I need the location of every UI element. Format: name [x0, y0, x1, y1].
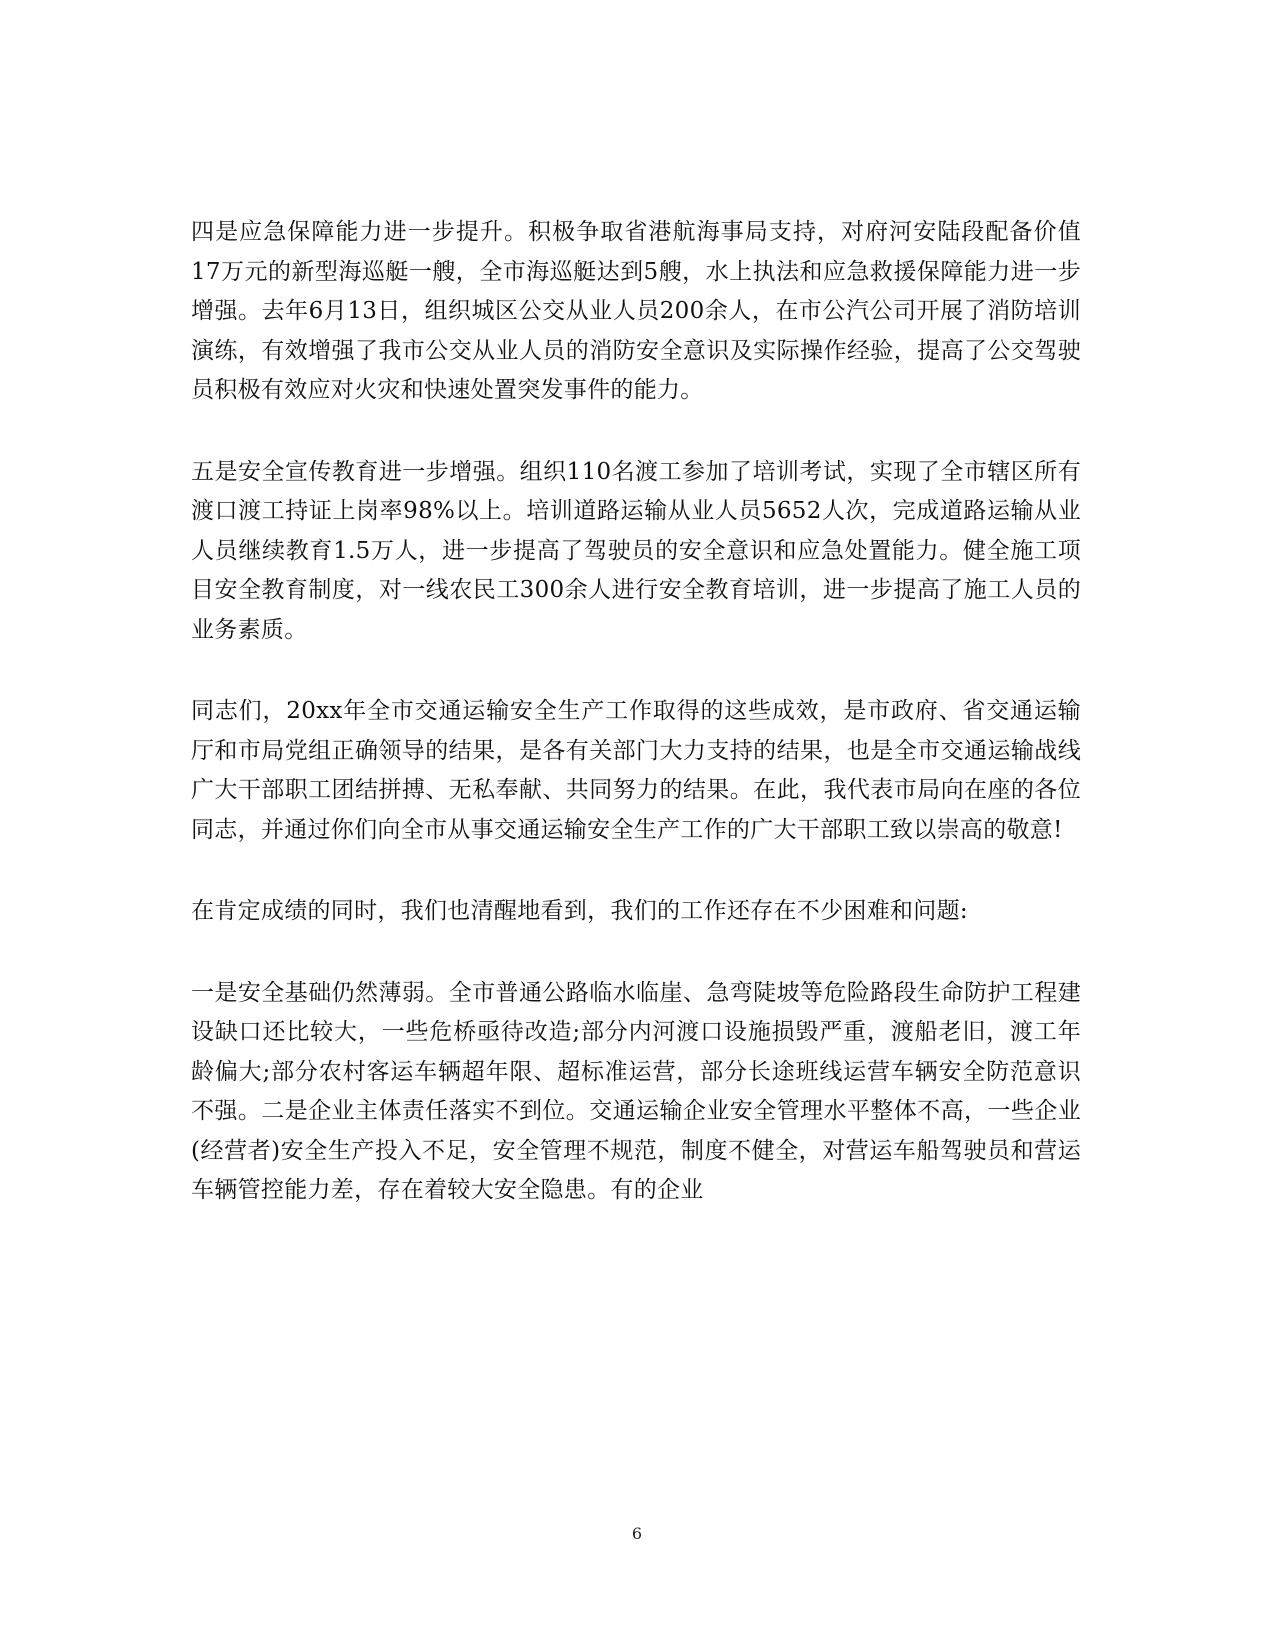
document-body [191, 213, 1081, 1253]
paragraph-emergency-capability: 四是应急保障能力进一步提升。积极争取省港航海事局支持，对府河安陆段配备价值17万元的新型海巡艇一艘，全市海巡艇达到5艘，水上执法和应急救援保障能力进一步增强。去年6月13日，组织城区公交从业人员200余人，在市公汽公司开展了消防培训演练，有效增强了我市公交从业人员的消防安全意识及实际操作经验，提高了公交驾驶员积极有效应对火灾和快速处置突发事件的能力。 [191, 219, 1081, 403]
paragraph-safety-education: 五是安全宣传教育进一步增强。组织110名渡工参加了培训考试，实现了全市辖区所有渡口渡工持证上岗率98%以上。培训道路运输从业人员5652人次，完成道路运输从业人员继续教育1.5万人，进一步提高了驾驶员的安全意识和应急处置能力。健全施工项目安全教育制度，对一线农民工300余人进行安全教育培训，进一步提高了施工人员的业务素质。 [191, 458, 1081, 643]
page-number: 6 [631, 1524, 643, 1543]
paragraph-acknowledgement: 同志们，20xx年全市交通运输安全生产工作取得的这些成效，是市政府、省交通运输厅和市局党组正确领导的结果，是各有关部门大力支持的结果，也是全市交通运输战线广大干部职工团结拼搏、无私奉献、共同努力的结果。在此，我代表市局向在座的各位同志，并通过你们向全市从事交通运输安全生产工作的广大干部职工致以崇高的敬意! [191, 698, 1081, 843]
paragraph-problems-intro: 在肯定成绩的同时，我们也清醒地看到，我们的工作还存在不少困难和问题: [191, 898, 968, 924]
paragraph-problems-list: 一是安全基础仍然薄弱。全市普通公路临水临崖、急弯陡坡等危险路段生命防护工程建设缺口还比较大，一些危桥亟待改造;部分内河渡口设施损毁严重，渡船老旧，渡工年龄偏大;部分农村客运车辆超年限、超标准运营，部分长途班线运营车辆安全防范意识不强。二是企业主体责任落实不到位。交通运输企业安全管理水平整体不高，一些企业(经营者)安全生产投入不足，安全管理不规范，制度不健全，对营运车船驾驶员和营运车辆管控能力差，存在着较大安全隐患。有的企业 [191, 979, 1081, 1203]
